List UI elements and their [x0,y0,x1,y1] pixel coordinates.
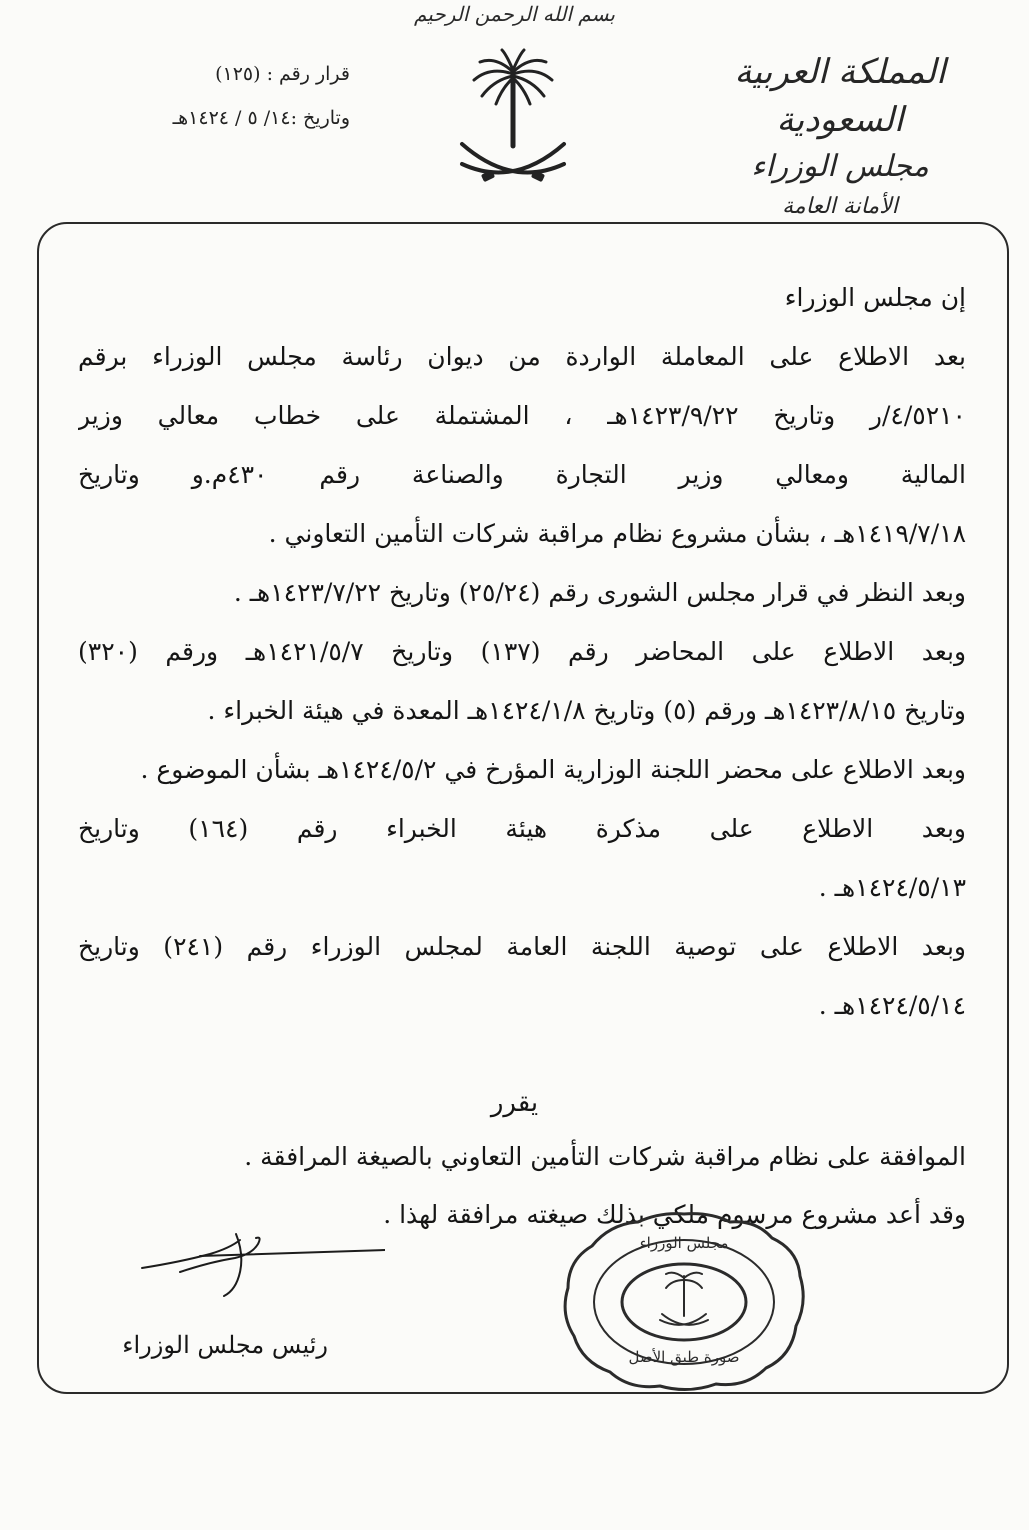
preamble-line: بعد الاطلاع على المعاملة الواردة من ديوان رئاسة مجلس الوزراء برقم [78,342,966,371]
resolution-line: وقد أعد مشروع مرسوم ملكي بذلك صيغته مرافقة لهذا . [383,1200,966,1229]
decision-preamble [78,268,966,1035]
preamble-line: ١٤٢٤/٥/١٣هـ . [818,873,966,902]
council-name: مجلس الوزراء [751,149,929,184]
decision-reference [60,52,350,140]
decision-date: وتاريخ :١٤/ ٥ / ١٤٢٤هـ [172,107,350,129]
saudi-emblem-palm-swords-icon [452,48,574,193]
kingdom-name: المملكة العربية السعودية [734,52,946,140]
signatory-title: رئيس مجلس الوزراء [122,1331,328,1359]
decision-number: قرار رقم : (١٢٥) [215,63,350,85]
preamble-line: ١٤١٩/٧/١٨هـ ، بشأن مشروع نظام مراقبة شركات التأمين التعاوني . [268,519,966,548]
decision-resolution [78,1128,966,1244]
preamble-line: وتاريخ ١٤٢٣/٨/١٥هـ ورقم (٥) وتاريخ ١٤٢٤/١/٨هـ المعدة في هيئة الخبراء . [207,696,966,725]
seal-top-text: مجلس الوزراء [639,1234,729,1252]
preamble-line: إن مجلس الوزراء [784,283,966,312]
preamble-line: وبعد الاطلاع على المحاضر رقم (١٣٧) وتاريخ ١٤٢١/٥/٧هـ ورقم (٣٢٠) [78,637,966,666]
basmala: بسم الله الرحمن الرحيم [413,2,615,26]
preamble-line: وبعد الاطلاع على محضر اللجنة الوزارية المؤرخ في ١٤٢٤/٥/٢هـ بشأن الموضوع . [140,755,966,784]
preamble-line: وبعد النظر في قرار مجلس الشورى رقم (٢٥/٢٤) وتاريخ ١٤٢٣/٧/٢٢هـ . [233,578,966,607]
preamble-line: ١٤٢٤/٥/١٤هـ . [818,991,966,1020]
letterhead-right [675,48,1005,224]
decision-heading: يقرر [490,1088,539,1118]
preamble-line: وبعد الاطلاع على مذكرة هيئة الخبراء رقم (١٦٤) وتاريخ [78,814,966,843]
preamble-line: المالية ومعالي وزير التجارة والصناعة رقم ٤٣٠م.و وتاريخ [78,460,966,489]
seal-bottom-text: صورة طبق الأصل [628,1348,740,1366]
preamble-line: وبعد الاطلاع على توصية اللجنة العامة لمجلس الوزراء رقم (٢٤١) وتاريخ [78,932,966,961]
secretariat-name: الأمانة العامة [782,194,898,219]
handwritten-signature-icon [140,1232,385,1302]
certified-true-copy-seal-icon [560,1210,808,1392]
resolution-line: الموافقة على نظام مراقبة شركات التأمين التعاوني بالصيغة المرافقة . [244,1142,966,1171]
preamble-line: ٤/٥٢١٠/ر وتاريخ ١٤٢٣/٩/٢٢هـ ، المشتملة على خطاب معالي وزير [78,401,966,430]
